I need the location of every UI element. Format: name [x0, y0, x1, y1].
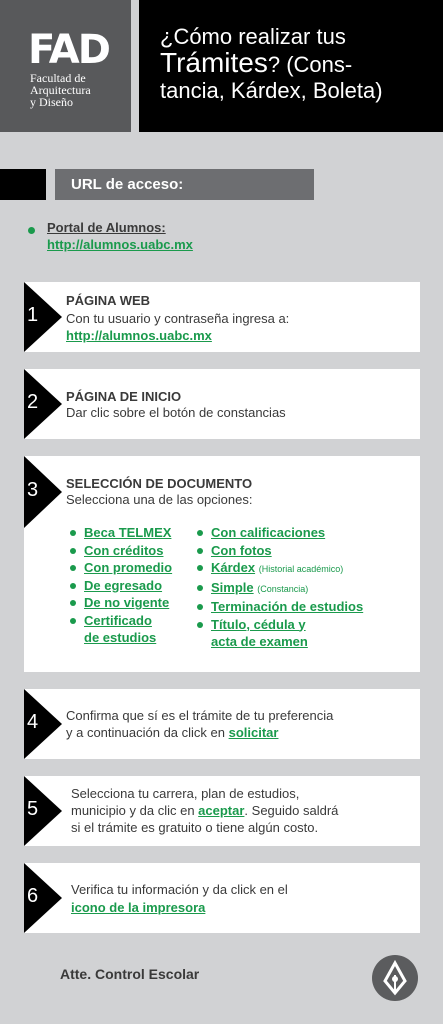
option-item[interactable]: De no vigente	[70, 594, 172, 612]
step-text-line-2: municipio y da clic en aceptar. Seguido saldrá	[71, 803, 339, 818]
option-item[interactable]: Con créditos	[70, 542, 172, 560]
options-right-column	[197, 524, 363, 651]
step-title: PÁGINA WEB	[66, 293, 151, 308]
option-item[interactable]: Beca TELMEX	[70, 524, 172, 542]
step-number: 3	[27, 479, 39, 501]
bullet-dot-icon	[197, 622, 203, 628]
step-text: Dar clic sobre el botón de constancias	[66, 405, 286, 420]
portal-label: Portal de Alumnos:	[47, 220, 166, 235]
bullet-dot-icon	[28, 227, 35, 234]
options-left-column	[70, 524, 172, 647]
step-card-1	[24, 282, 420, 352]
bullet-dot-icon	[70, 618, 76, 624]
title-line-2	[160, 47, 383, 78]
option-item[interactable]: Con promedio	[70, 559, 172, 577]
footer-signature: Atte. Control Escolar	[60, 966, 200, 982]
bullet-dot-icon	[70, 583, 76, 589]
step-text: Con tu usuario y contraseña ingresa a:	[66, 311, 290, 326]
option-item[interactable]: Certificado de estudios	[70, 612, 172, 647]
printer-icon-link[interactable]: icono de la impresora	[71, 900, 206, 915]
option-item[interactable]: Terminación de estudios	[197, 598, 363, 616]
portal-link[interactable]: http://alumnos.uabc.mx	[47, 237, 193, 252]
url-section-heading: URL de acceso:	[55, 169, 314, 200]
fad-logo-text: Facultad de Arquitectura y Diseño	[30, 71, 91, 109]
title-line-2-rest: ? (Cons-	[267, 52, 353, 77]
option-item[interactable]: De egresado	[70, 577, 172, 595]
step-number: 2	[27, 391, 39, 413]
step-link[interactable]: http://alumnos.uabc.mx	[66, 328, 212, 343]
fad-logo-box	[0, 0, 131, 132]
step-number: 4	[27, 711, 39, 733]
step-text: Selecciona una de las opciones:	[66, 492, 253, 507]
step-text-line-1: Verifica tu información y da click en el	[71, 882, 288, 897]
option-item[interactable]: Con calificaciones	[197, 524, 363, 542]
aceptar-link[interactable]: aceptar	[198, 803, 245, 818]
bullet-dot-icon	[197, 548, 203, 554]
url-section-marker	[0, 169, 46, 200]
step-text-line-1: Selecciona tu carrera, plan de estudios,	[71, 786, 300, 801]
bullet-dot-icon	[197, 565, 203, 571]
page-title	[160, 24, 383, 104]
option-item[interactable]: Simple (Constancia)	[197, 579, 363, 599]
option-item[interactable]: Kárdex (Historial académico)	[197, 559, 363, 579]
fad-logo-mark: FAD	[28, 27, 109, 73]
step-title: PÁGINA DE INICIO	[66, 389, 182, 404]
step-number: 5	[27, 798, 39, 820]
pen-nib-icon	[372, 955, 418, 1001]
step-card-6	[24, 863, 420, 933]
step-card-3	[24, 456, 420, 672]
title-box	[139, 0, 443, 132]
bullet-dot-icon	[70, 548, 76, 554]
pen-nib-icon-svg	[372, 955, 418, 1001]
title-line-3: tancia, Kárdex, Boleta)	[160, 78, 383, 103]
option-item[interactable]: Con fotos	[197, 542, 363, 560]
title-line-1: ¿Cómo realizar tus	[160, 24, 346, 49]
bullet-dot-icon	[70, 600, 76, 606]
step-card-2	[24, 369, 420, 439]
title-big-word: Trámites	[160, 47, 268, 78]
step-text-line-1: Confirma que sí es el trámite de tu preferencia	[66, 708, 334, 723]
step-number: 1	[27, 304, 39, 326]
step-title: SELECCIÓN DE DOCUMENTO	[66, 476, 253, 491]
bullet-dot-icon	[70, 530, 76, 536]
bullet-dot-icon	[197, 530, 203, 536]
step-card-5	[24, 776, 420, 846]
step-text-line-2: y a continuación da click en solicitar	[66, 725, 279, 740]
bullet-dot-icon	[70, 565, 76, 571]
solicitar-link[interactable]: solicitar	[228, 725, 279, 740]
bullet-dot-icon	[197, 585, 203, 591]
option-item[interactable]: Título, cédula y acta de examen	[197, 616, 363, 651]
step-text-line-3: si el trámite es gratuito o tiene algún costo.	[71, 820, 319, 835]
step-number: 6	[27, 885, 39, 907]
step-card-4	[24, 689, 420, 759]
bullet-dot-icon	[197, 604, 203, 610]
